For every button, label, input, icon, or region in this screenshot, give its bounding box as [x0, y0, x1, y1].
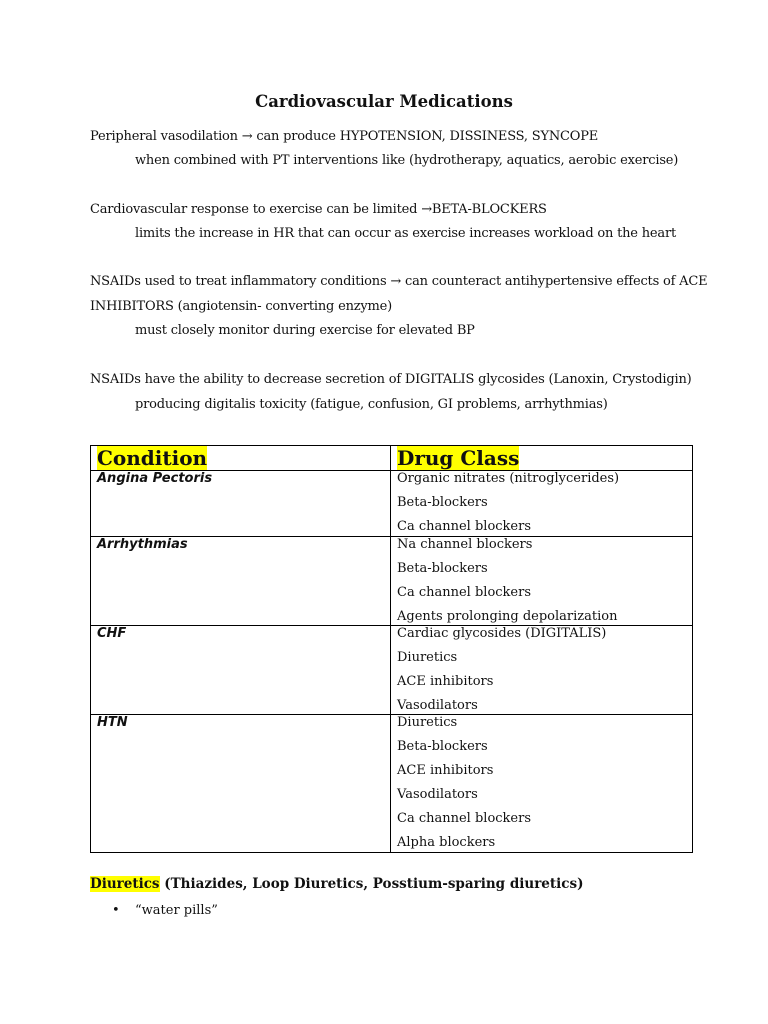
drug-class-item: ACE inhibitors — [397, 763, 494, 778]
header-condition-label: Condition — [97, 446, 208, 470]
diuretics-heading-highlight: Diuretics — [90, 876, 160, 892]
drug-class-item: Na channel blockers — [397, 537, 533, 552]
diuretics-heading-detail: (Thiazides, Loop Diuretics, Posstium-sparing diuretics) — [159, 876, 584, 892]
drug-class-item: Agents prolonging depolarization — [397, 609, 618, 624]
drug-class-item: Vasodilators — [397, 787, 478, 802]
header-condition — [91, 446, 391, 471]
paragraph-line: INHIBITORS (angiotensin- converting enzyme) — [90, 299, 393, 314]
header-drug-class — [391, 446, 693, 471]
paragraph-subline: producing digitalis toxicity (fatigue, confusion, GI problems, arrhythmias) — [135, 397, 608, 412]
diuretics-heading — [90, 876, 583, 892]
list-item — [112, 903, 218, 918]
drug-class-item: Beta-blockers — [397, 561, 488, 576]
drug-class-item: Cardiac glycosides (DIGITALIS) — [397, 626, 607, 641]
drug-class-item: Diuretics — [397, 650, 458, 665]
table-row — [91, 471, 693, 537]
list-item-text: “water pills” — [135, 903, 218, 918]
drug-class-item: Vasodilators — [397, 698, 478, 713]
paragraph-line: Cardiovascular response to exercise can be limited →BETA-BLOCKERS — [90, 202, 547, 217]
drug-class-item: Ca channel blockers — [397, 811, 532, 826]
drug-class-item: Organic nitrates (nitroglycerides) — [397, 471, 620, 486]
drug-class-item: Beta-blockers — [397, 739, 488, 754]
paragraph-line: NSAIDs have the ability to decrease secretion of DIGITALIS glycosides (Lanoxin, Crystodigin) — [90, 372, 692, 387]
header-drug-class-label: Drug Class — [397, 446, 520, 470]
drug-class-item: ACE inhibitors — [397, 674, 494, 689]
table-row — [91, 626, 693, 715]
drug-class-item: Beta-blockers — [397, 495, 488, 510]
condition-name: Arrhythmias — [97, 537, 188, 552]
table-row — [91, 537, 693, 626]
paragraph-line: NSAIDs used to treat inflammatory conditions → can counteract antihypertensive effects of ACE — [90, 274, 708, 289]
paragraph-line: Peripheral vasodilation → can produce HYPOTENSION, DISSINESS, SYNCOPE — [90, 129, 599, 144]
drug-class-item: Ca channel blockers — [397, 585, 532, 600]
condition-name: Angina Pectoris — [97, 471, 213, 486]
medication-table — [90, 445, 693, 853]
drug-class-item: Alpha blockers — [397, 835, 496, 850]
paragraph-subline: when combined with PT interventions like (hydrotherapy, aquatics, aerobic exercise) — [135, 153, 679, 168]
drug-class-item: Diuretics — [397, 715, 458, 730]
table-row — [91, 715, 693, 853]
paragraph-subline: limits the increase in HR that can occur as exercise increases workload on the heart — [135, 226, 676, 241]
condition-name: CHF — [97, 626, 127, 641]
drug-class-item: Ca channel blockers — [397, 519, 532, 534]
page-title: Cardiovascular Medications — [255, 92, 513, 111]
condition-name: HTN — [97, 715, 128, 730]
paragraph-subline: must closely monitor during exercise for elevated BP — [135, 323, 475, 338]
table-header-row — [91, 446, 693, 471]
bullet-icon: • — [112, 903, 120, 918]
